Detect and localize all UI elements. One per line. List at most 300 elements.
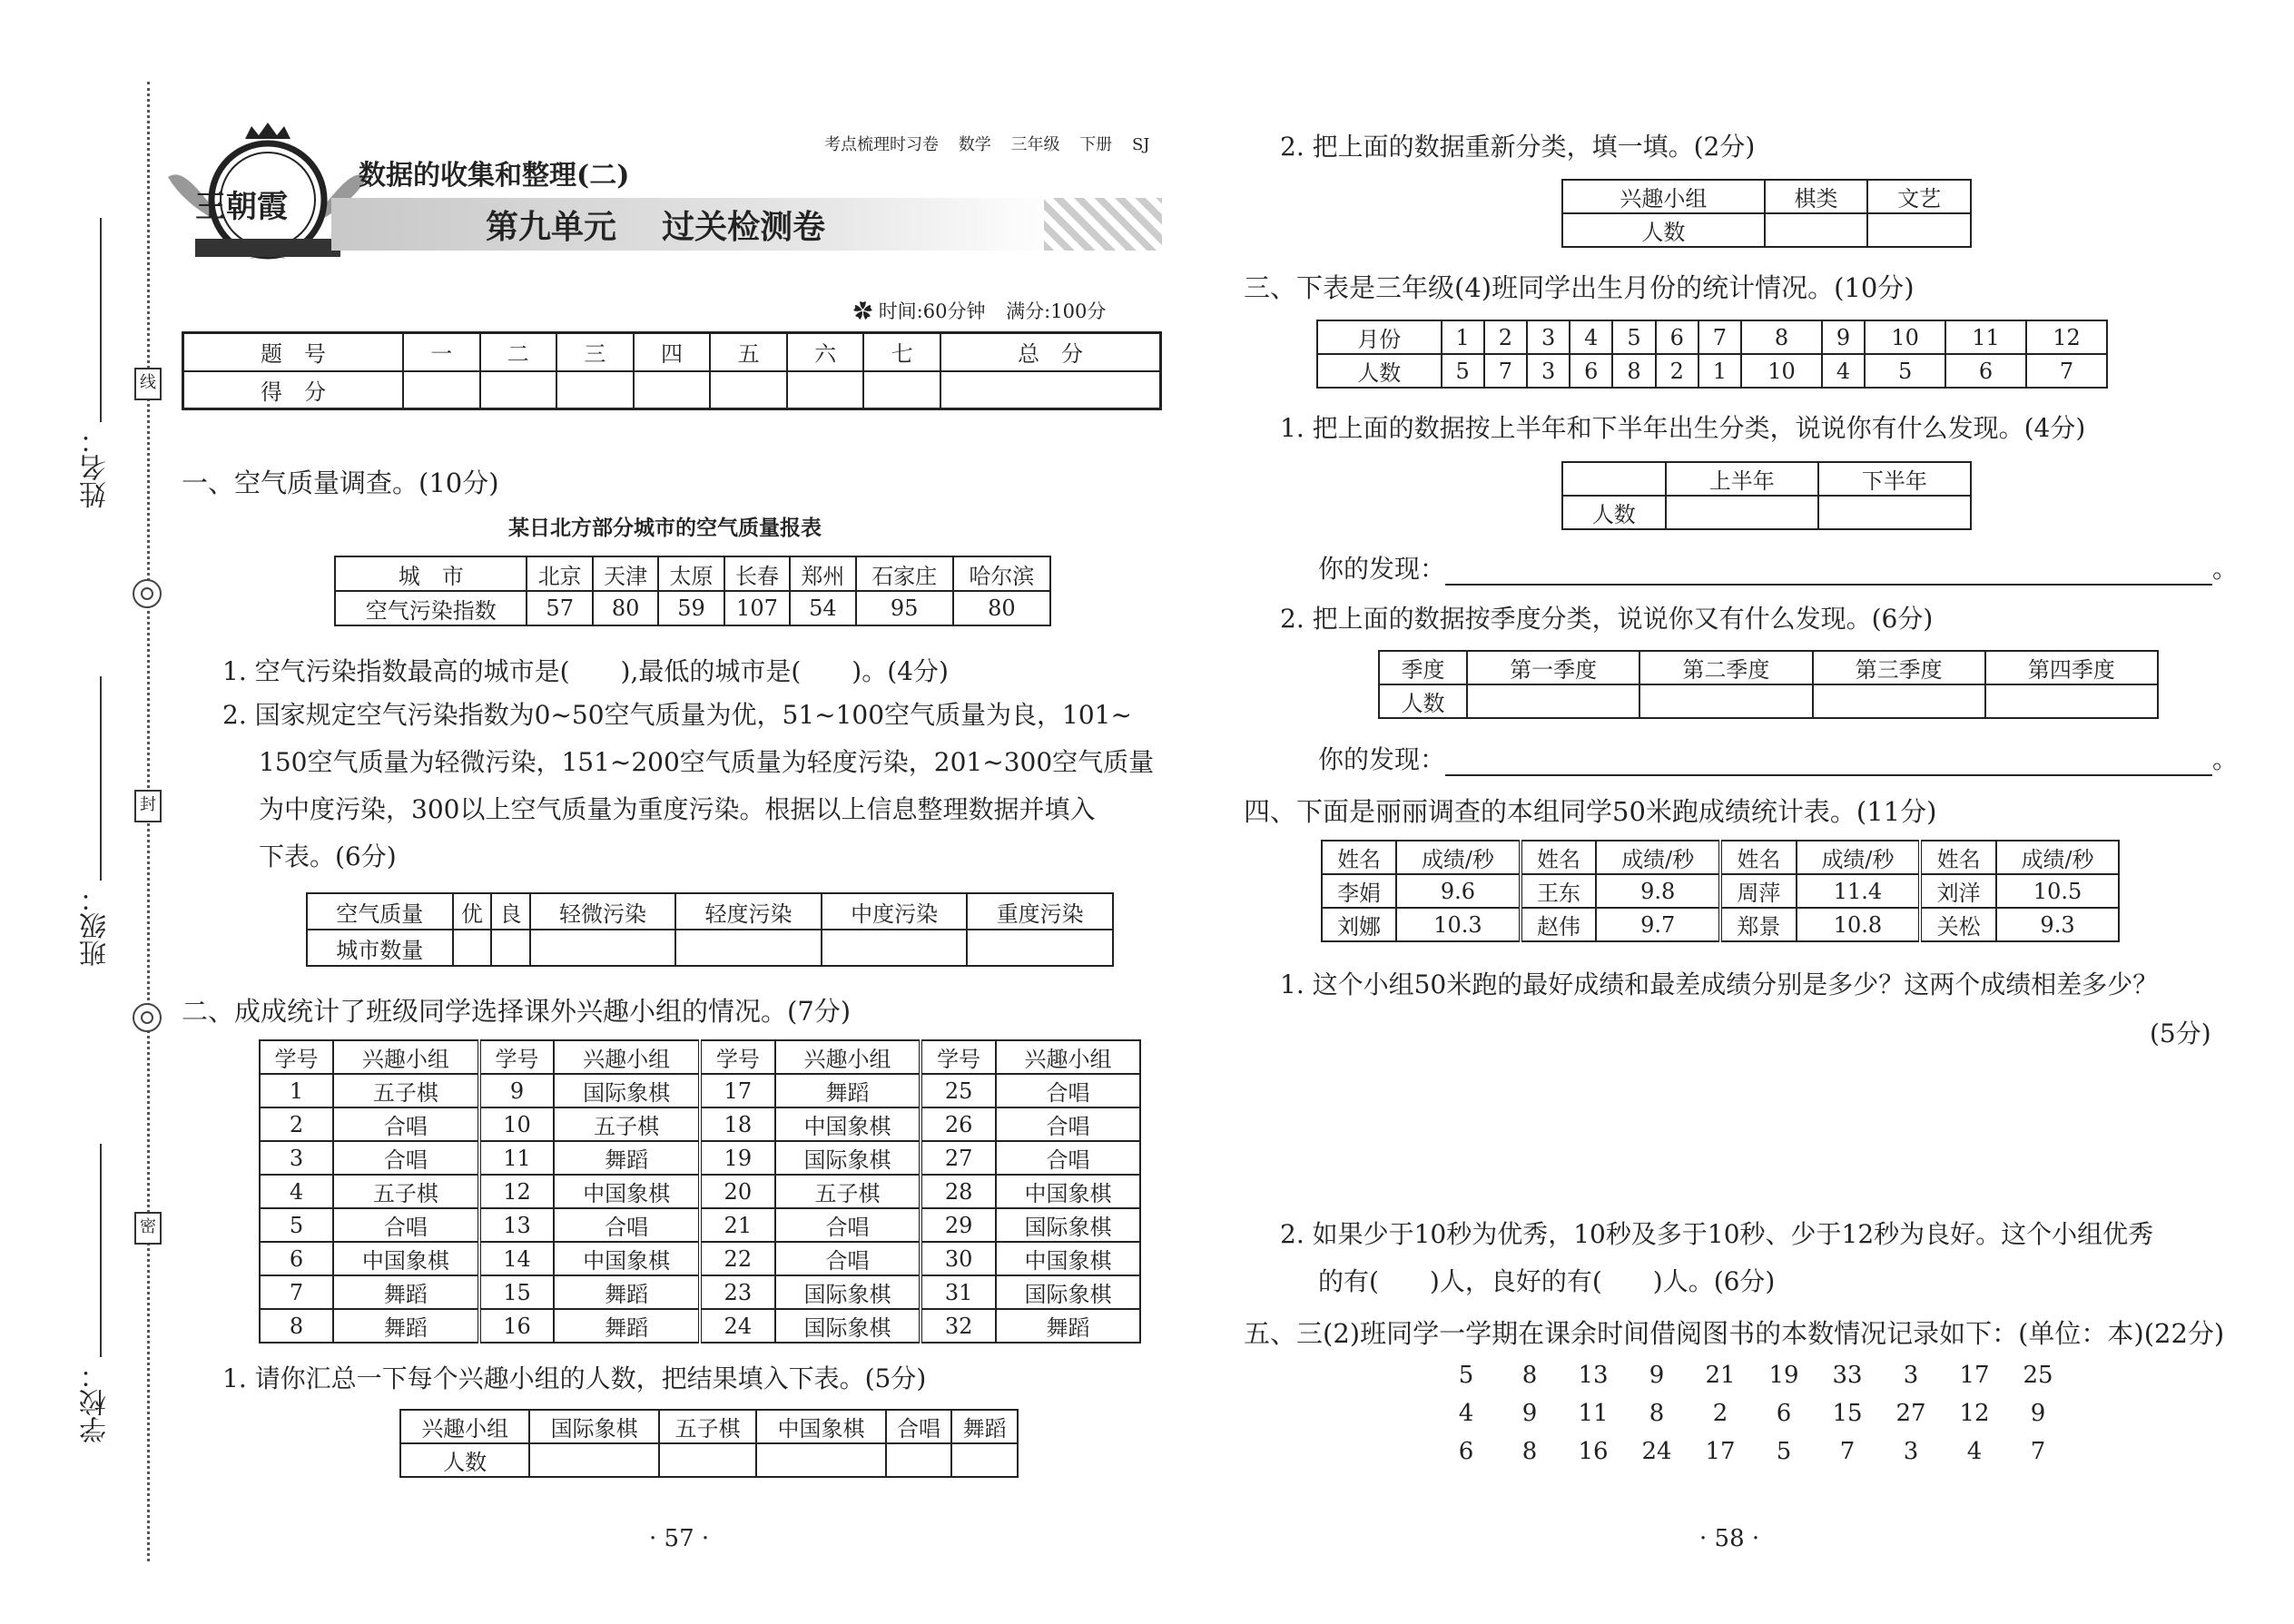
quality-input-cell[interactable] (491, 930, 530, 966)
runner-name-header: 姓名 (1720, 841, 1797, 874)
book-count-value: 5 (1776, 1438, 1792, 1465)
runner-name-cell: 郑景 (1720, 908, 1797, 941)
binding-hole-icon (133, 579, 162, 608)
score-header-cell: 二 (480, 333, 557, 371)
quality-header-cell: 轻度污染 (675, 893, 822, 930)
group-cell: 舞蹈 (996, 1309, 1140, 1343)
sum-input-cell[interactable] (756, 1443, 885, 1477)
table-row (1322, 908, 2119, 941)
score-header-cell: 一 (403, 333, 480, 371)
group-cell: 舞蹈 (554, 1275, 700, 1309)
runner-name-cell: 刘洋 (1920, 874, 1996, 908)
book-count-value: 33 (1832, 1362, 1863, 1389)
reclass-row-label: 人数 (1562, 213, 1765, 247)
s2-question-2: 2. 把上面的数据重新分类，填一填。(2分) (1280, 132, 1756, 162)
group-cell: 舞蹈 (333, 1275, 479, 1309)
quarter-input-cell[interactable] (1985, 684, 2158, 718)
quality-header-cell: 良 (491, 893, 530, 930)
city-cell: 郑州 (790, 556, 855, 591)
q2-line: 为中度污染，300以上空气质量为重度污染。根据以上信息整理数据并填入 (259, 794, 1096, 824)
group-cell: 中国象棋 (554, 1175, 700, 1208)
section-4-heading: 四、下面是丽丽调查的本组同学50米跑成绩统计表。(11分) (1244, 796, 1937, 827)
s3-question-1: 1. 把上面的数据按上半年和下半年出生分类，说说你有什么发现。(4分) (1280, 413, 2086, 443)
section-5-heading: 五、三(2)班同学一学期在课余时间借阅图书的本数情况记录如下：(单位：本)(22分) (1244, 1318, 2225, 1349)
quality-input-cell[interactable] (453, 930, 492, 966)
table-row (260, 1242, 1140, 1275)
student-id-header: 学号 (260, 1040, 333, 1074)
quality-header-cell: 优 (453, 893, 492, 930)
student-id-cell: 27 (921, 1141, 996, 1175)
group-cell: 国际象棋 (775, 1141, 921, 1175)
student-id-cell: 20 (700, 1175, 775, 1208)
student-id-cell: 17 (700, 1074, 775, 1107)
sum-header-cell: 五子棋 (659, 1410, 757, 1443)
student-id-cell: 11 (479, 1141, 555, 1175)
time-limit: 时间:60分钟 (878, 300, 986, 322)
series-name: 考点梳理时习卷 (824, 135, 939, 154)
count-cell: 5 (1442, 354, 1484, 388)
group-cell: 合唱 (775, 1208, 921, 1242)
school-label: 学校： (80, 1362, 112, 1443)
city-cell: 石家庄 (856, 556, 953, 591)
score-input-cell[interactable] (556, 371, 634, 409)
group-cell: 中国象棋 (996, 1242, 1140, 1275)
book-count-value: 8 (1521, 1438, 1538, 1465)
quarter-table (1378, 650, 2159, 719)
runner-name-cell: 李娟 (1322, 874, 1396, 908)
book-count-value: 3 (1903, 1362, 1919, 1389)
student-id-cell: 30 (921, 1242, 996, 1275)
name-line (100, 218, 102, 422)
quarter-header-cell: 第二季度 (1639, 651, 1812, 684)
month-cell: 3 (1527, 320, 1570, 354)
month-cell: 12 (2026, 320, 2107, 354)
run-time-cell: 10.3 (1396, 908, 1521, 941)
count-cell: 8 (1612, 354, 1655, 388)
student-id-header: 学号 (479, 1040, 555, 1074)
score-input-cell[interactable] (403, 371, 480, 409)
sum-input-cell[interactable] (951, 1443, 1018, 1477)
month-cell: 5 (1612, 320, 1655, 354)
quality-count-table (306, 892, 1114, 967)
clock-icon: ✿ (853, 300, 872, 322)
group-cell: 舞蹈 (775, 1074, 921, 1107)
s4-question-1: 1. 这个小组50米跑的最好成绩和最差成绩分别是多少？这两个成绩相差多少？ (1280, 969, 2159, 999)
book-count-value: 17 (1959, 1362, 1990, 1389)
runner-name-cell: 刘娜 (1322, 908, 1396, 941)
runner-name-cell: 王东 (1521, 874, 1597, 908)
group-cell: 舞蹈 (333, 1309, 479, 1343)
book-count-value: 19 (1768, 1362, 1799, 1389)
edition: SJ (1131, 135, 1150, 154)
page-number-left: · 57 · (649, 1525, 710, 1552)
student-id-cell: 18 (700, 1107, 775, 1141)
sum-input-cell[interactable] (529, 1443, 658, 1477)
runner-name-header: 姓名 (1322, 841, 1396, 874)
quarter-header-cell: 第四季度 (1985, 651, 2158, 684)
reclass-table (1561, 179, 1972, 248)
subject: 数学 (958, 135, 991, 154)
seal-mark-secret: 密 (134, 1212, 162, 1245)
book-count-value: 9 (2030, 1400, 2046, 1427)
city-cell: 哈尔滨 (953, 556, 1050, 591)
student-id-cell: 32 (921, 1309, 996, 1343)
book-count-value: 25 (2023, 1362, 2053, 1389)
section-3-heading: 三、下表是三年级(4)班同学出生月份的统计情况。(10分) (1244, 272, 1915, 303)
volume: 下册 (1079, 135, 1113, 154)
q2-line: 2. 国家规定空气污染指数为0~50空气质量为优，51~100空气质量为良，101~ (222, 700, 1132, 730)
group-cell: 国际象棋 (996, 1275, 1140, 1309)
half-header-cell: 上半年 (1666, 462, 1818, 496)
finding-period: 。 (2212, 744, 2239, 774)
student-id-cell: 1 (260, 1074, 333, 1107)
group-sum-table (399, 1409, 1019, 1478)
index-cell: 95 (856, 591, 953, 625)
run-time-cell: 9.6 (1396, 874, 1521, 908)
group-header: 兴趣小组 (996, 1040, 1140, 1074)
half-year-table (1561, 461, 1972, 530)
group-cell: 中国象棋 (996, 1175, 1140, 1208)
seal-mark-line: 线 (134, 368, 162, 400)
student-id-cell: 31 (921, 1275, 996, 1309)
sum-row-label: 人数 (400, 1443, 529, 1477)
half-header-cell: 下半年 (1818, 462, 1971, 496)
count-cell: 6 (1945, 354, 2026, 388)
city-cell: 城 市 (335, 556, 527, 591)
reclass-header-cell: 棋类 (1765, 180, 1868, 213)
table-row (260, 1074, 1140, 1107)
score-input-cell[interactable] (863, 371, 940, 409)
s4-question-1-score: (5分) (2150, 1019, 2211, 1048)
group-cell: 合唱 (554, 1208, 700, 1242)
student-id-cell: 21 (700, 1208, 775, 1242)
section-1-heading: 一、空气质量调查。(10分) (182, 468, 499, 498)
seal-mark-seal: 封 (134, 790, 162, 822)
score-header-cell: 七 (863, 333, 940, 371)
run-time-header: 成绩/秒 (1596, 841, 1720, 874)
full-score: 满分:100分 (1006, 300, 1107, 322)
student-id-cell: 22 (700, 1242, 775, 1275)
s4-question-2-line2: 的有( )人，良好的有( )人。(6分) (1318, 1266, 1776, 1296)
student-id-cell: 6 (260, 1242, 333, 1275)
book-count-value: 5 (1458, 1362, 1474, 1389)
s3-finding-1 (1318, 549, 2238, 586)
book-count-value: 15 (1832, 1400, 1863, 1427)
quality-input-cell[interactable] (675, 930, 822, 966)
grade: 三年级 (1010, 135, 1060, 154)
half-row-label: 人数 (1562, 496, 1666, 529)
run-score-table (1321, 840, 2120, 942)
index-cell: 59 (658, 591, 724, 625)
book-count-value: 9 (1649, 1362, 1665, 1389)
quarter-header-cell: 第三季度 (1813, 651, 1985, 684)
count-cell: 10 (1741, 354, 1822, 388)
book-count-value: 17 (1705, 1438, 1736, 1465)
sum-input-cell[interactable] (659, 1443, 757, 1477)
score-input-cell[interactable] (480, 371, 557, 409)
interest-group-table (259, 1039, 1141, 1343)
month-cell: 2 (1484, 320, 1527, 354)
finding-label: 你的发现： (1318, 554, 1446, 584)
group-cell: 国际象棋 (554, 1074, 700, 1107)
table-row (1322, 874, 2119, 908)
score-input-cell[interactable] (710, 371, 787, 409)
reclass-header-cell: 文艺 (1867, 180, 1971, 213)
group-header: 兴趣小组 (775, 1040, 921, 1074)
finding-answer-line[interactable] (1445, 747, 2212, 776)
banner-pattern (1044, 198, 1162, 251)
group-cell: 合唱 (996, 1074, 1140, 1107)
half-input-cell[interactable] (1818, 496, 1971, 529)
q2-line: 下表。(6分) (259, 842, 397, 871)
run-time-cell: 9.7 (1596, 908, 1720, 941)
quality-header-cell: 重度污染 (967, 893, 1113, 930)
table-row (260, 1208, 1140, 1242)
month-cell: 8 (1741, 320, 1822, 354)
book-count-value: 16 (1578, 1438, 1609, 1465)
book-count-value: 8 (1649, 1400, 1665, 1427)
student-id-cell: 15 (479, 1275, 555, 1309)
s4-question-2-line1: 2. 如果少于10秒为优秀，10秒及多于10秒、少于12秒为良好。这个小组优秀 (1280, 1219, 2154, 1249)
month-cell: 11 (1945, 320, 2026, 354)
table-row (260, 1107, 1140, 1141)
sum-input-cell[interactable] (886, 1443, 952, 1477)
page-title: 第九单元 过关检测卷 (486, 208, 826, 246)
sum-header-cell: 国际象棋 (529, 1410, 658, 1443)
book-count-value: 4 (1966, 1438, 1983, 1465)
student-id-cell: 16 (479, 1309, 555, 1343)
month-cell: 10 (1865, 320, 1945, 354)
month-label: 月份 (1317, 320, 1442, 354)
month-cell: 4 (1570, 320, 1612, 354)
student-id-header: 学号 (921, 1040, 996, 1074)
finding-label: 你的发现： (1318, 744, 1446, 774)
student-id-cell: 8 (260, 1309, 333, 1343)
table-row (260, 1141, 1140, 1175)
school-line (100, 1144, 102, 1357)
birth-month-table (1316, 320, 2108, 389)
table-row (260, 1175, 1140, 1208)
group-cell: 国际象棋 (775, 1309, 921, 1343)
count-cell: 7 (1484, 354, 1527, 388)
quality-input-cell[interactable] (822, 930, 968, 966)
run-time-header: 成绩/秒 (1797, 841, 1921, 874)
binding-hole-icon (133, 1003, 162, 1032)
run-time-cell: 11.4 (1797, 874, 1921, 908)
group-cell: 国际象棋 (775, 1275, 921, 1309)
quarter-header-cell: 第一季度 (1467, 651, 1639, 684)
book-count-value: 13 (1578, 1362, 1609, 1389)
group-cell: 五子棋 (775, 1175, 921, 1208)
student-id-cell: 25 (921, 1074, 996, 1107)
student-id-cell: 14 (479, 1242, 555, 1275)
count-cell: 2 (1656, 354, 1698, 388)
runner-name-cell: 赵伟 (1521, 908, 1597, 941)
book-count-value: 4 (1458, 1400, 1474, 1427)
group-cell: 合唱 (333, 1208, 479, 1242)
count-cell: 3 (1527, 354, 1570, 388)
student-id-cell: 13 (479, 1208, 555, 1242)
group-cell: 合唱 (996, 1107, 1140, 1141)
count-cell: 4 (1822, 354, 1865, 388)
student-id-header: 学号 (700, 1040, 775, 1074)
name-label: 姓名： (80, 427, 112, 508)
index-cell: 107 (724, 591, 790, 625)
class-label: 班级： (80, 885, 112, 967)
book-count-value: 2 (1712, 1400, 1728, 1427)
index-cell: 54 (790, 591, 855, 625)
student-id-cell: 10 (479, 1107, 555, 1141)
book-count-value: 9 (1521, 1400, 1538, 1427)
finding-answer-line[interactable] (1445, 556, 2212, 586)
table-row (260, 1275, 1140, 1309)
group-cell: 中国象棋 (554, 1242, 700, 1275)
book-count-value: 7 (2030, 1438, 2046, 1465)
group-cell: 合唱 (775, 1242, 921, 1275)
student-id-cell: 26 (921, 1107, 996, 1141)
score-input-cell[interactable] (940, 371, 1160, 409)
run-time-cell: 9.8 (1596, 874, 1720, 908)
half-input-cell[interactable] (1666, 496, 1818, 529)
finding-period: 。 (2212, 554, 2239, 584)
score-header-cell: 四 (634, 333, 711, 371)
s2-question-1: 1. 请你汇总一下每个兴趣小组的人数，把结果填入下表。(5分) (222, 1363, 927, 1393)
book-count-value: 6 (1458, 1438, 1474, 1465)
index-cell: 57 (527, 591, 592, 625)
sum-header-cell: 舞蹈 (951, 1410, 1018, 1443)
quarter-input-cell[interactable] (1467, 684, 1639, 718)
index-cell: 空气污染指数 (335, 591, 527, 625)
month-cell: 7 (1698, 320, 1741, 354)
city-cell: 长春 (724, 556, 790, 591)
student-id-cell: 23 (700, 1275, 775, 1309)
s1-question-1: 1. 空气污染指数最高的城市是( ),最低的城市是( )。(4分) (222, 656, 949, 686)
group-header: 兴趣小组 (554, 1040, 700, 1074)
s1-question-2 (222, 692, 1167, 881)
run-time-cell: 10.5 (1996, 874, 2119, 908)
group-cell: 合唱 (996, 1141, 1140, 1175)
reclass-input-cell[interactable] (1867, 213, 1971, 247)
group-cell: 合唱 (333, 1141, 479, 1175)
student-id-cell: 12 (479, 1175, 555, 1208)
runner-name-header: 姓名 (1920, 841, 1996, 874)
student-id-cell: 28 (921, 1175, 996, 1208)
student-id-cell: 7 (260, 1275, 333, 1309)
q2-line: 150空气质量为轻微污染，151~200空气质量为轻度污染，201~300空气质量 (259, 747, 1155, 777)
runner-name-cell: 周萍 (1720, 874, 1797, 908)
student-id-cell: 2 (260, 1107, 333, 1141)
book-count-value: 3 (1903, 1438, 1919, 1465)
book-count-value: 8 (1521, 1362, 1538, 1389)
runner-name-header: 姓名 (1521, 841, 1597, 874)
count-cell: 7 (2026, 354, 2107, 388)
score-header-cell: 五 (710, 333, 787, 371)
group-cell: 五子棋 (554, 1107, 700, 1141)
book-series (824, 132, 1149, 155)
logo-text: 王朝霞 (195, 189, 288, 225)
count-cell: 5 (1865, 354, 1945, 388)
group-cell: 合唱 (333, 1107, 479, 1141)
quarter-header-cell: 季度 (1379, 651, 1467, 684)
class-line (100, 676, 102, 881)
unit-subtitle: 数据的收集和整理(二) (359, 160, 630, 192)
book-count-value: 27 (1895, 1400, 1926, 1427)
sum-header-cell: 合唱 (886, 1410, 952, 1443)
group-cell: 五子棋 (333, 1074, 479, 1107)
quarter-input-cell[interactable] (1639, 684, 1812, 718)
book-count-value: 11 (1578, 1400, 1609, 1427)
run-time-cell: 10.8 (1797, 908, 1921, 941)
count-label: 人数 (1317, 354, 1442, 388)
group-cell: 舞蹈 (554, 1309, 700, 1343)
air-table-title: 某日北方部分城市的空气质量报表 (508, 517, 822, 540)
score-input-cell[interactable] (787, 371, 864, 409)
book-count-value: 7 (1839, 1438, 1856, 1465)
book-count-value: 24 (1641, 1438, 1672, 1465)
group-cell: 国际象棋 (996, 1208, 1140, 1242)
table-row (260, 1309, 1140, 1343)
air-quality-table (334, 556, 1051, 626)
count-cell: 6 (1570, 354, 1612, 388)
city-cell: 天津 (593, 556, 658, 591)
quarter-row-label: 人数 (1379, 684, 1467, 718)
sum-header-cell: 兴趣小组 (400, 1410, 529, 1443)
score-header-cell: 题 号 (183, 333, 403, 371)
half-header-cell (1562, 462, 1666, 496)
score-row-label: 得 分 (183, 371, 403, 409)
quality-input-cell[interactable] (967, 930, 1113, 966)
index-cell: 80 (593, 591, 658, 625)
student-id-cell: 4 (260, 1175, 333, 1208)
quality-input-cell[interactable] (530, 930, 676, 966)
exam-meta (853, 297, 1106, 324)
s3-finding-2 (1318, 740, 2238, 776)
group-cell: 中国象棋 (775, 1107, 921, 1141)
month-cell: 1 (1442, 320, 1484, 354)
page-number-right: · 58 · (1699, 1525, 1760, 1552)
score-input-cell[interactable] (634, 371, 711, 409)
score-header-cell: 总 分 (940, 333, 1160, 371)
s3-question-2: 2. 把上面的数据按季度分类，说说你又有什么发现。(6分) (1280, 604, 1934, 634)
run-time-header: 成绩/秒 (1996, 841, 2119, 874)
group-cell: 舞蹈 (554, 1141, 700, 1175)
student-id-cell: 19 (700, 1141, 775, 1175)
month-cell: 6 (1656, 320, 1698, 354)
sum-header-cell: 中国象棋 (756, 1410, 885, 1443)
city-cell: 太原 (658, 556, 724, 591)
run-time-cell: 9.3 (1996, 908, 2119, 941)
reclass-input-cell[interactable] (1765, 213, 1868, 247)
student-id-cell: 5 (260, 1208, 333, 1242)
student-id-cell: 24 (700, 1309, 775, 1343)
book-count-value: 12 (1959, 1400, 1990, 1427)
quarter-input-cell[interactable] (1813, 684, 1985, 718)
reclass-header-cell: 兴趣小组 (1562, 180, 1765, 213)
student-id-cell: 9 (479, 1074, 555, 1107)
quality-header-cell: 轻微污染 (530, 893, 676, 930)
index-cell: 80 (953, 591, 1050, 625)
score-header-cell: 六 (787, 333, 864, 371)
book-count-value: 21 (1705, 1362, 1736, 1389)
student-id-cell: 3 (260, 1141, 333, 1175)
score-table (182, 331, 1162, 410)
book-count-value: 6 (1776, 1400, 1792, 1427)
score-header-cell: 三 (556, 333, 634, 371)
quality-row-label: 城市数量 (307, 930, 453, 966)
quality-header-cell: 空气质量 (307, 893, 453, 930)
group-cell: 五子棋 (333, 1175, 479, 1208)
section-2-heading: 二、成成统计了班级同学选择课外兴趣小组的情况。(7分) (182, 996, 852, 1027)
